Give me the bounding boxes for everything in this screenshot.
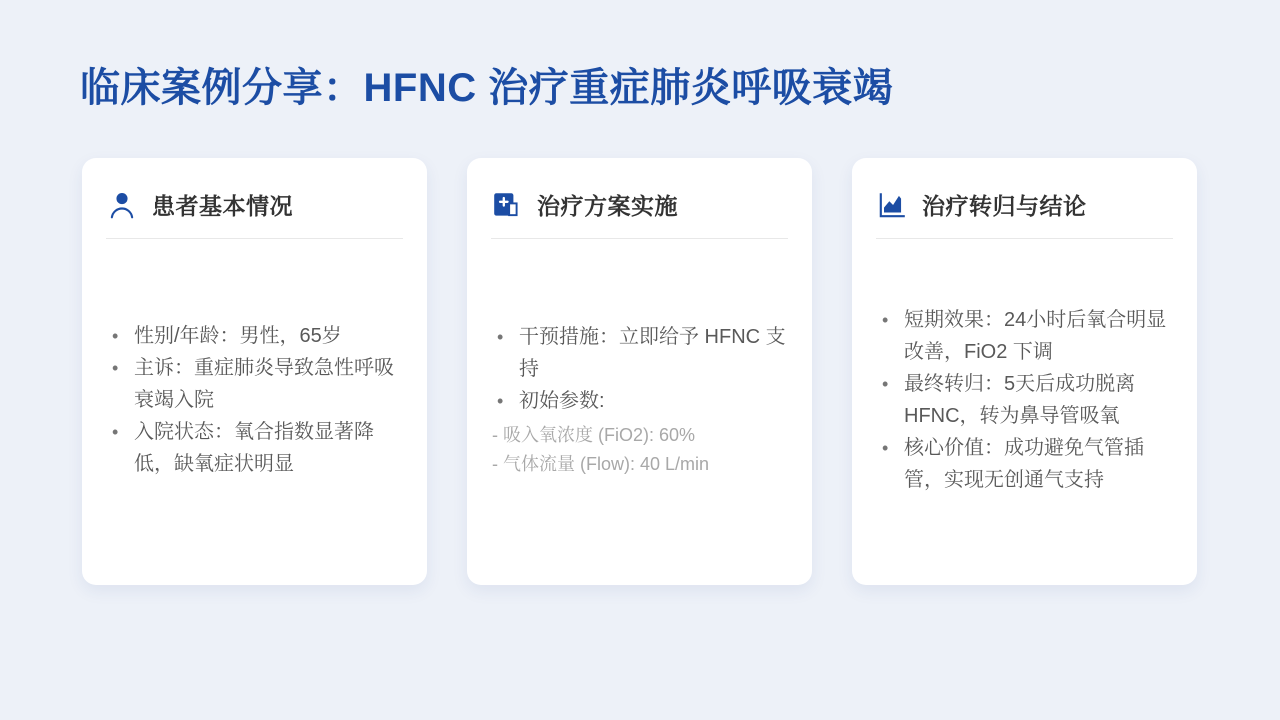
list-item: • 入院状态：氧合指数显著降低，缺氧症状明显 <box>106 416 403 480</box>
page-title: 临床案例分享：HFNC 治疗重症肺炎呼吸衰竭 <box>80 66 894 110</box>
card-body <box>106 239 403 561</box>
list-item: • 干预措施：立即给予 HFNC 支持 <box>491 321 788 385</box>
bullet-list <box>106 320 403 480</box>
sub-list-item: - 气体流量 (Flow): 40 L/min <box>492 454 710 474</box>
card-body <box>876 239 1173 561</box>
sub-item-list <box>491 421 788 479</box>
card-header <box>491 188 788 221</box>
list-item: • 主诉：重症肺炎导致急性呼吸衰竭入院 <box>106 352 403 416</box>
bullet-list <box>876 304 1173 496</box>
list-item: • 核心价值：成功避免气管插管，实现无创通气支持 <box>876 432 1173 496</box>
card-heading: 患者基本情况 <box>152 193 293 219</box>
medical-kit-plus-icon <box>491 189 523 221</box>
list-item: • 性别/年龄：男性，65岁 <box>106 320 403 352</box>
person-icon <box>106 189 138 221</box>
card-outcome-conclusion <box>852 158 1197 585</box>
card-header <box>876 188 1173 221</box>
sub-list-item: - 吸入氧浓度 (FiO2): 60% <box>492 425 696 445</box>
card-header <box>106 188 403 221</box>
list-item: • 最终转归：5天后成功脱离 HFNC，转为鼻导管吸氧 <box>876 368 1173 432</box>
list-item: • 短期效果：24小时后氧合明显改善，FiO2 下调 <box>876 304 1173 368</box>
bullet-list <box>491 321 788 417</box>
line-chart-icon <box>876 189 908 221</box>
list-item: • 初始参数: <box>491 385 788 417</box>
card-patient-info <box>82 158 427 585</box>
cards-row <box>82 158 1197 585</box>
card-body <box>491 239 788 561</box>
card-heading: 治疗转归与结论 <box>922 193 1087 219</box>
card-treatment-plan <box>467 158 812 585</box>
card-heading: 治疗方案实施 <box>537 193 678 219</box>
